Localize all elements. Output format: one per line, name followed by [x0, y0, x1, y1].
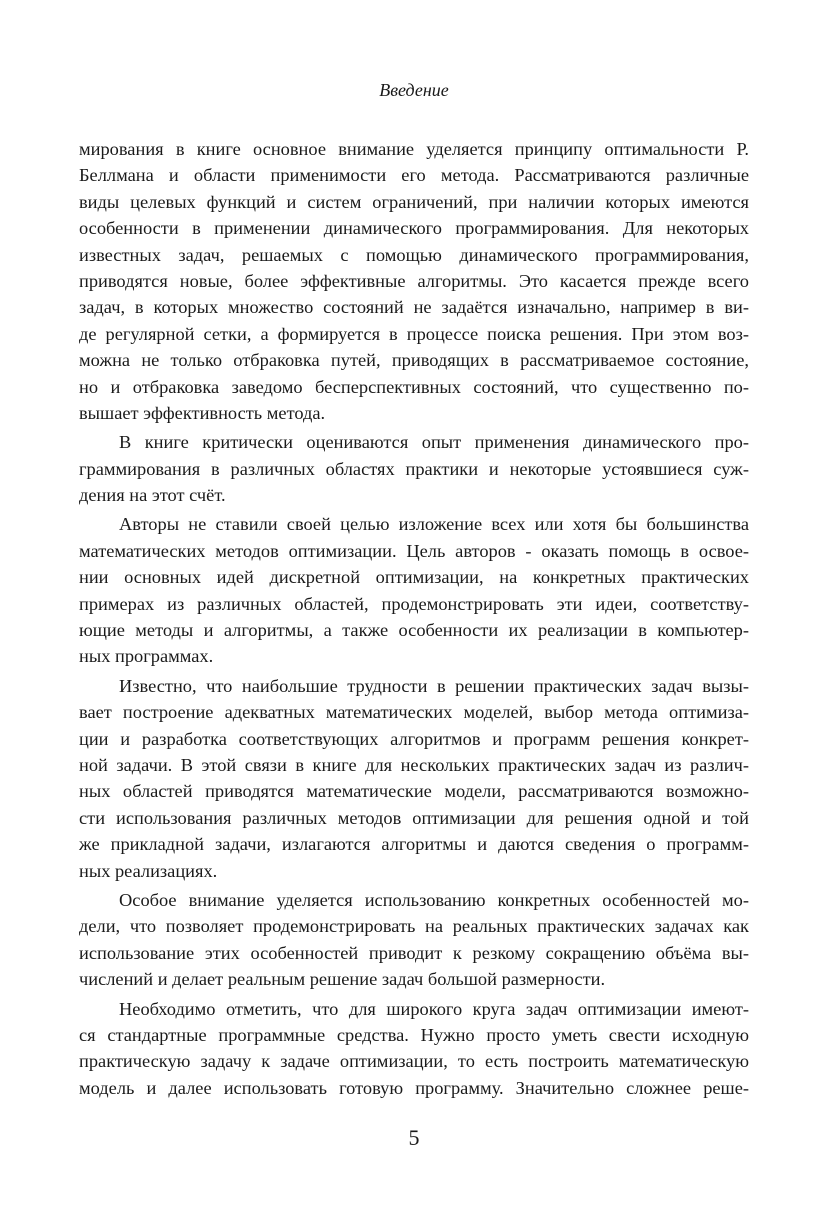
paragraph-4	[79, 673, 749, 884]
text-line: дения на этот счёт.	[79, 485, 226, 506]
text-line: Авторы не ставили своей целью изложение всех или хотя бы большинства	[119, 514, 749, 535]
text-line: математических методов оптимизации. Цель авторов - оказать помощь в освое-	[79, 540, 749, 561]
text-line: вышает эффективность метода.	[79, 402, 326, 423]
text-line: ных областей приводятся математические модели, рассматриваются возможно-	[79, 781, 749, 802]
text-line: мирования в книге основное внимание уделяется принципу оптимальности Р.	[79, 139, 749, 159]
text-line: ных программах.	[79, 646, 214, 667]
paragraph-1	[79, 136, 749, 426]
text-line: ной задачи. В этой связи в книге для нескольких практических задач из различ-	[79, 754, 749, 775]
text-line: сти использования различных методов оптимизации для решения одной и той	[79, 807, 749, 828]
text-line: числений и делает реальным решение задач большой размерности.	[79, 969, 606, 990]
text-line: но и отбраковка заведомо бесперспективных состояний, что существенно по-	[79, 376, 749, 397]
paragraph-2	[79, 429, 749, 508]
body-text	[79, 136, 749, 1104]
text-line: можна не только отбраковка путей, приводящих в рассматриваемое состояние,	[79, 350, 749, 371]
page-number: 5	[408, 1125, 420, 1150]
text-line: Особое внимание уделяется использованию конкретных особенностей мо-	[119, 889, 749, 910]
text-line: нии основных идей дискретной оптимизации, на конкретных практических	[79, 567, 749, 588]
text-line: ся стандартные программные средства. Нужно просто уметь свести исходную	[79, 1024, 749, 1045]
text-line: ции и разработка соответствующих алгоритмов и программ решения конкрет-	[79, 728, 749, 749]
text-line: Известно, что наибольшие трудности в решении практических задач вызы-	[119, 675, 749, 696]
text-line: примерах из различных областей, продемонстрировать эти идеи, соответству-	[79, 593, 749, 614]
text-line: ных реализациях.	[79, 860, 218, 881]
paragraph-5	[79, 887, 749, 993]
text-line: дели, что позволяет продемонстрировать на реальных практических задачах как	[79, 916, 749, 937]
text-line: Необходимо отметить, что для широкого круга задач оптимизации имеют-	[119, 998, 749, 1019]
text-line: же прикладной задачи, излагаются алгоритмы и даются сведения о программ-	[79, 834, 749, 855]
text-line: виды целевых функций и систем ограничений, при наличии которых имеются	[79, 191, 749, 212]
text-line: де регулярной сетки, а формируется в процессе поиска решения. При этом воз-	[79, 323, 749, 344]
text-line: особенности в применении динамического программирования. Для некоторых	[79, 218, 749, 239]
text-line: практическую задачу к задаче оптимизации, то есть построить математическую	[79, 1051, 749, 1072]
running-header: Введение	[379, 80, 449, 100]
paragraph-6	[79, 996, 749, 1102]
text-line: задач, в которых множество состояний не задаётся изначально, например в ви-	[79, 297, 749, 318]
text-line: Беллмана и области применимости его метода. Рассматриваются различные	[79, 165, 749, 186]
paragraph-3	[79, 511, 749, 669]
text-line: граммирования в различных областях практики и некоторые устоявшиеся суж-	[79, 458, 749, 479]
text-line: ющие методы и алгоритмы, а также особенности их реализации в компьютер-	[79, 620, 749, 641]
text-line: В книге критически оцениваются опыт применения динамического про-	[119, 432, 749, 453]
text-line: приводятся новые, более эффективные алгоритмы. Это касается прежде всего	[79, 270, 749, 291]
text-line: модель и далее использовать готовую программу. Значительно сложнее реше-	[79, 1077, 749, 1098]
text-line: использование этих особенностей приводит к резкому сокращению объёма вы-	[79, 942, 749, 963]
text-line: вает построение адекватных математических моделей, выбор метода оптимиза-	[79, 702, 749, 723]
text-line: известных задач, решаемых с помощью динамического программирования,	[79, 244, 749, 265]
